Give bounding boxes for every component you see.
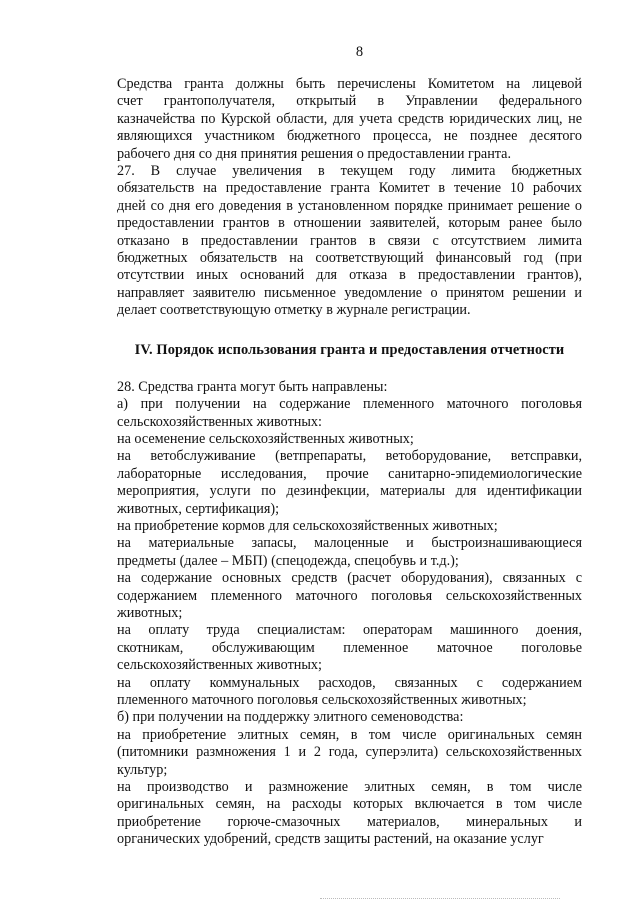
text-line: на осеменение сельскохозяйственных животных;: [117, 430, 414, 447]
text-line: мероприятия, услуги по дезинфекции, материалы для идентификации: [117, 483, 582, 500]
text-line: племенного маточного поголовья сельскохозяйственных животных;: [117, 692, 527, 708]
text-line: скотникам, обслуживающим племенное маточное поголовье: [117, 639, 582, 656]
text-line: культур;: [117, 761, 168, 778]
text-line: содержанием племенного маточного поголовья сельскохозяйственных: [117, 587, 582, 604]
text-line: предоставлении грантов в отношении заявителей, которым ранее было: [117, 215, 582, 232]
text-line: направляет заявителю письменное уведомление о принятом решении и: [117, 284, 582, 301]
text-line: 28. Средства гранта могут быть направлены:: [117, 378, 388, 395]
text-line: на оплату коммунальных расходов, связанных с содержанием: [117, 674, 582, 691]
bottom-scan-line: [320, 898, 560, 899]
text-line: на оплату труда специалистам: операторам машинного доения,: [117, 622, 582, 639]
text-line: органических удобрений, средств защиты растений, на оказание услуг: [117, 831, 544, 848]
text-line: 27. В случае увеличения в текущем году лимита бюджетных: [117, 163, 582, 180]
text-line: на производство и размножение элитных семян, в том числе: [117, 779, 582, 796]
text-line: (питомники размножения 1 и 2 года, суперэлита) сельскохозяйственных: [117, 744, 582, 761]
text-line: на материальные запасы, малоценные и быстроизнашивающиеся: [117, 535, 582, 552]
text-line: животных;: [117, 604, 183, 621]
text-line: оригинальных семян, на расходы которых включается в том числе: [117, 796, 582, 813]
paragraph-27: [117, 163, 582, 320]
text-line: рабочего дня со дня принятия решения о предоставлении гранта.: [117, 145, 512, 162]
text-line: делает соответствующую отметку в журнале регистрации.: [117, 302, 471, 319]
text-line: б) при получении на поддержку элитного семеноводства:: [117, 709, 464, 726]
text-line: а) при получении на содержание племенного маточного поголовья: [117, 396, 582, 413]
text-line: отсутствии иных оснований для отказа в предоставлении грантов),: [117, 267, 582, 284]
text-line: казначейства по Курской области, для учета средств юридических лиц, не: [117, 110, 582, 127]
text-line: на содержание основных средств (расчет оборудования), связанных с: [117, 570, 582, 587]
text-line: дней со дня его доведения в установленном порядке принимает решение о: [117, 197, 582, 214]
text-line: на приобретение кормов для сельскохозяйственных животных;: [117, 517, 498, 534]
text-line: сельскохозяйственных животных:: [117, 413, 322, 430]
text-line: приобретение горюче-смазочных материалов, минеральных и: [117, 813, 582, 830]
text-line: животных, сертификация);: [117, 500, 280, 517]
section-heading: IV. Порядок использования гранта и предоставления отчетности: [134, 341, 565, 358]
text-line: обязательств на предоставление гранта Комитет в течение 10 рабочих: [117, 180, 582, 197]
text-line: лабораторные исследования, прочие санитарно-эпидемиологические: [117, 465, 582, 482]
text-line: на ветобслуживание (ветпрепараты, ветоборудование, ветсправки,: [117, 448, 582, 465]
text-line: предметы (далее – МБП) (спецодежда, спецобувь и т.д.);: [117, 552, 459, 569]
text-line: бюджетных обязательств на соответствующий финансовый год (при: [117, 250, 582, 267]
paragraph-grant-transfer: [117, 76, 582, 163]
paragraph-28-list: [117, 379, 582, 849]
text-line: являющихся участником бюджетного процесса, не позднее десятого: [117, 128, 582, 145]
text-line: отказано в предоставлении грантов в связи с отсутствием лимита: [117, 232, 582, 249]
text-line: на приобретение элитных семян, в том числе оригинальных семян: [117, 726, 582, 743]
text-line: сельскохозяйственных животных;: [117, 657, 322, 674]
text-line: счет грантополучателя, открытый в Управлении федерального: [117, 93, 582, 110]
text-line: Средства гранта должны быть перечислены Комитетом на лицевой: [117, 76, 582, 92]
page-number: 8: [355, 44, 364, 60]
